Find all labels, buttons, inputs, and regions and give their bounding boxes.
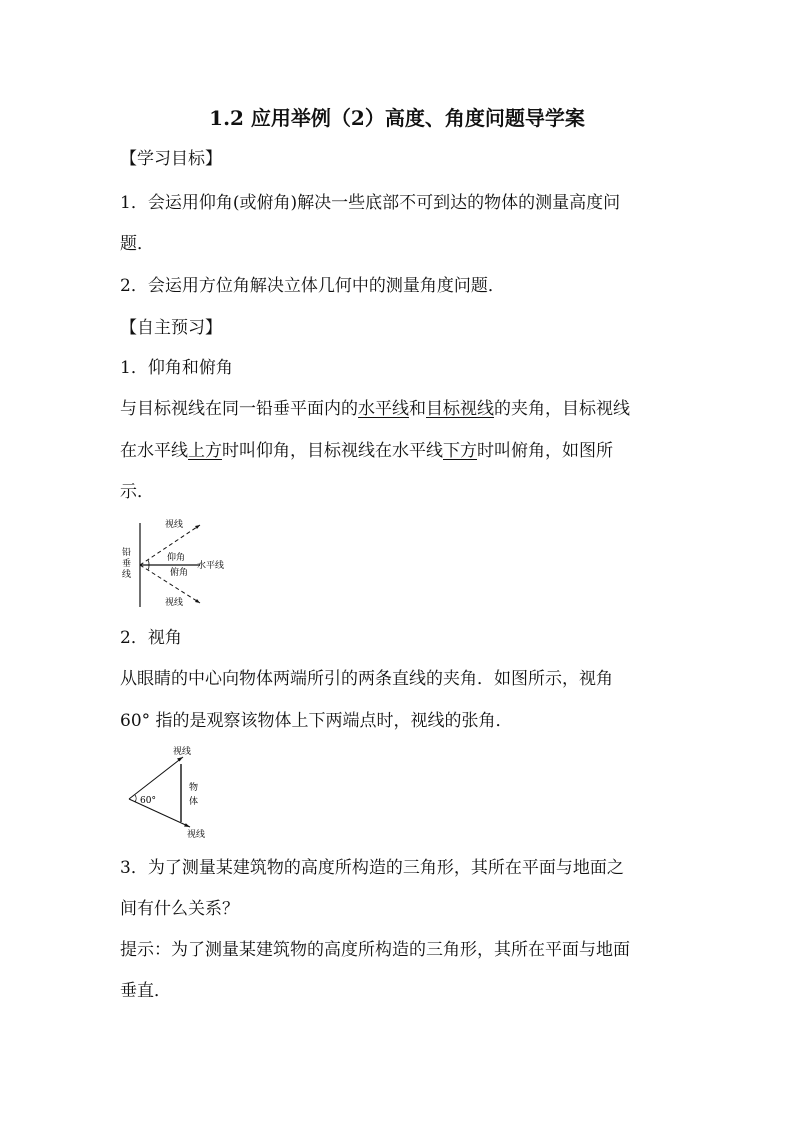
- goal-1-line-1: 1．会运用仰角(或俯角)解决一些底部不可到达的物体的测量高度问: [120, 193, 621, 213]
- item-1-heading: 1．仰角和俯角: [120, 358, 233, 378]
- item-1-line-2: [120, 439, 680, 463]
- item-2-line-2: 60° 指的是观察该物体上下两端点时，视线的张角．: [120, 711, 513, 731]
- sight-label-bottom: 视线: [165, 598, 184, 608]
- hint-line-1: 提示：为了测量某建筑物的高度所构造的三角形，其所在平面与地面: [120, 940, 630, 960]
- sight-label-bottom: 视线: [187, 830, 206, 840]
- goal-2: 2．会运用方位角解决立体几何中的测量角度问题．: [120, 276, 505, 296]
- plumb-label-1: 铅: [122, 548, 132, 558]
- sight-label-top: 视线: [165, 520, 184, 530]
- underlined-term-below: 下方: [443, 441, 477, 461]
- text: 和: [409, 399, 426, 419]
- horizontal-label: 水平线: [197, 561, 225, 571]
- item-1-line-1: [120, 397, 680, 421]
- section-heading-preview: 【自主预习】: [120, 318, 222, 338]
- underlined-term-sight-line: 目标视线: [426, 399, 494, 419]
- angle-label: 60°: [140, 796, 156, 806]
- sight-line-up: [129, 757, 183, 799]
- depression-label: 俯角: [170, 568, 189, 578]
- text: 时叫俯角，如图所: [477, 441, 613, 461]
- text: 时叫仰角，目标视线在水平线: [222, 441, 443, 461]
- plumb-label-2: 垂: [122, 559, 132, 569]
- item-3-line-1: 3．为了测量某建筑物的高度所构造的三角形，其所在平面与地面之: [120, 858, 624, 878]
- hint-line-2: 垂直．: [120, 981, 171, 1001]
- section-heading-goals: 【学习目标】: [120, 149, 222, 169]
- figure-elevation-depression: [115, 515, 245, 610]
- underlined-term-above: 上方: [188, 441, 222, 461]
- item-1-line-3: 示．: [120, 482, 154, 502]
- underlined-term-horizontal-line: 水平线: [358, 399, 409, 419]
- arrow-head-down: [195, 599, 200, 603]
- page-title: 1.2 应用举例（2）高度、角度问题导学案: [209, 106, 585, 130]
- text: 在水平线: [120, 441, 188, 461]
- figure-viewing-angle: [115, 742, 225, 840]
- item-3-line-2: 间有什么关系？: [120, 899, 239, 919]
- object-label-1: 物: [189, 783, 199, 793]
- text: 的夹角，目标视线: [494, 399, 630, 419]
- angle-arc: [135, 795, 136, 802]
- text: 与目标视线在同一铅垂平面内的: [120, 399, 358, 419]
- item-2-heading: 2．视角: [120, 628, 182, 648]
- arrow-head-down: [184, 823, 190, 827]
- goal-1-line-2: 题．: [120, 234, 154, 254]
- elevation-label: 仰角: [167, 553, 186, 563]
- depression-arc: [148, 565, 149, 570]
- item-2-line-1: 从眼睛的中心向物体两端所引的两条直线的夹角．如图所示，视角: [120, 669, 613, 689]
- sight-label-top: 视线: [173, 747, 192, 757]
- object-label-2: 体: [189, 797, 199, 807]
- elevation-arc: [148, 560, 149, 565]
- plumb-label-3: 线: [122, 570, 132, 580]
